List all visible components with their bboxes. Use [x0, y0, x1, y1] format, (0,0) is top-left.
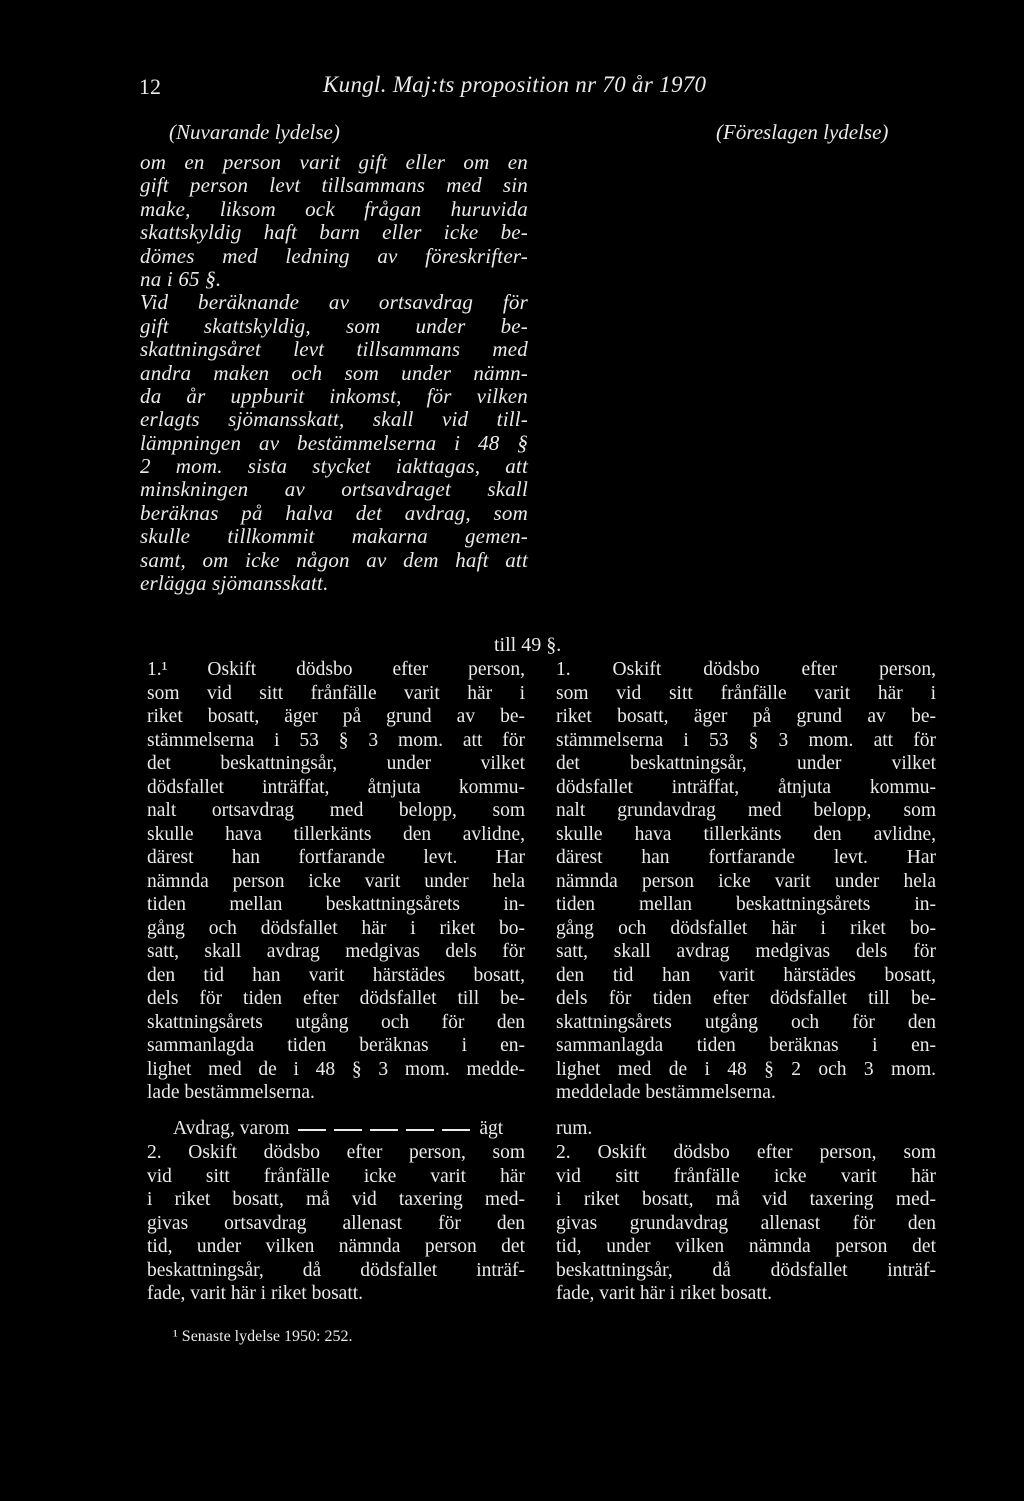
- text-line: 2 mom. sista stycket iakttagas, att: [140, 454, 528, 479]
- text-line: skattningsårets utgång och för den: [147, 1011, 525, 1033]
- upper-left-text: [140, 151, 528, 595]
- document-title: Kungl. Maj:ts proposition nr 70 år 1970: [323, 72, 707, 97]
- text-line: beskattningsår, då dödsfallet inträf-: [147, 1259, 525, 1281]
- text-line: skulle hava tillerkänts den avlidne,: [147, 823, 525, 845]
- text-line: dödsfallet inträffat, åtnjuta kommu-: [147, 776, 525, 798]
- text-line: den tid han varit härstädes bosatt,: [556, 964, 936, 986]
- text-line: minskningen av ortsavdraget skall: [140, 477, 528, 502]
- text-line: därest han fortfarande levt. Har: [556, 847, 936, 868]
- text-line: nämnda person icke varit under hela: [556, 870, 936, 892]
- text-line: gång och dödsfallet här i riket bo-: [556, 917, 936, 939]
- text-line: om en person varit gift eller om en: [140, 150, 528, 174]
- text-line: dels för tiden efter dödsfallet till be-: [147, 988, 525, 1009]
- text-line: tiden mellan beskattningsårets in-: [147, 894, 525, 915]
- text-line: gift person levt tillsammans med sin: [140, 173, 528, 198]
- text-line: gång och dödsfallet här i riket bo-: [147, 917, 525, 939]
- text-line: skulle hava tillerkänts den avlidne,: [556, 823, 936, 845]
- text-line: samt, om icke någon av dem haft att: [140, 547, 528, 572]
- text-line: riket bosatt, äger på grund av be-: [556, 706, 936, 727]
- text-line: givas grundavdrag allenast för den: [556, 1212, 936, 1234]
- text-line: dels för tiden efter dödsfallet till be-: [556, 988, 936, 1009]
- text-line: lämpningen av bestämmelserna i 48 §: [140, 430, 528, 455]
- text-line: stämmelserna i 53 § 3 mom. att för: [147, 729, 525, 751]
- right-column-heading: (Föreslagen lydelse): [716, 120, 889, 144]
- text-line: sammanlagda tiden beräknas i en-: [147, 1035, 525, 1056]
- text-line: tid, under vilken nämnda person det: [147, 1236, 525, 1257]
- text-line: 1. Oskift dödsbo efter person,: [556, 659, 936, 680]
- text-line: i riket bosatt, må vid taxering med-: [556, 1189, 936, 1210]
- text-line: lade bestämmelserna.: [147, 1082, 315, 1103]
- text-line: skattningsårets utgång och för den: [556, 1011, 936, 1033]
- text-line: det beskattningsår, under vilket: [147, 753, 525, 774]
- text-line: nalt grundavdrag med belopp, som: [556, 800, 936, 821]
- text-line: meddelade bestämmelserna.: [556, 1082, 776, 1103]
- text-line: make, liksom ock frågan huruvida: [140, 196, 528, 221]
- text-line: tiden mellan beskattningsårets in-: [556, 894, 936, 915]
- text-line: riket bosatt, äger på grund av be-: [147, 706, 525, 727]
- text-line: vid sitt frånfälle icke varit här: [556, 1165, 936, 1187]
- dash-separator: [442, 1129, 470, 1131]
- text-line: i riket bosatt, må vid taxering med-: [147, 1189, 525, 1210]
- dash-separator: [406, 1129, 434, 1131]
- text-line: det beskattningsår, under vilket: [556, 753, 936, 774]
- text-line: 1.¹ Oskift dödsbo efter person,: [147, 659, 525, 680]
- dash-separator: [370, 1129, 398, 1131]
- text-line: stämmelserna i 53 § 3 mom. att för: [556, 729, 936, 751]
- avdrag-line: [173, 1118, 503, 1140]
- text-line: sammanlagda tiden beräknas i en-: [556, 1035, 936, 1056]
- text-line: tid, under vilken nämnda person det: [556, 1236, 936, 1257]
- text-line: skulle tillkommit makarna gemen-: [140, 524, 528, 549]
- text-line: na i 65 §.: [140, 266, 222, 291]
- left-column-heading: (Nuvarande lydelse): [169, 120, 340, 144]
- text-line: därest han fortfarande levt. Har: [147, 847, 525, 868]
- section-marker: till 49 §.: [494, 634, 562, 656]
- text-line: beskattningsår, då dödsfallet inträf-: [556, 1259, 936, 1281]
- text-line: vid sitt frånfälle icke varit här: [147, 1165, 525, 1187]
- text-line: den tid han varit härstädes bosatt,: [147, 964, 525, 986]
- footnote: ¹ Senaste lydelse 1950: 252.: [173, 1328, 353, 1345]
- right-body-text: [556, 658, 936, 1105]
- text-line: fade, varit här i riket bosatt.: [147, 1283, 364, 1304]
- dash-separator: [298, 1129, 326, 1131]
- text-line: da år uppburit inkomst, för vilken: [140, 383, 528, 408]
- text-line: andra maken och som under nämn-: [140, 360, 528, 385]
- text-line: skattningsåret levt tillsammans med: [140, 337, 528, 362]
- left-body-text-2: [147, 1141, 525, 1306]
- text-line: givas ortsavdrag allenast för den: [147, 1212, 525, 1234]
- text-line: 2. Oskift dödsbo efter person, som: [556, 1142, 936, 1163]
- left-body-text: [147, 658, 525, 1105]
- avdrag-end: ägt: [479, 1118, 504, 1139]
- text-line: nalt ortsavdrag med belopp, som: [147, 800, 525, 821]
- text-line: dömes med ledning av föreskrifter-: [140, 243, 528, 268]
- text-line: som vid sitt frånfälle varit här i: [147, 682, 525, 704]
- page-number: 12: [139, 74, 161, 99]
- avdrag-start: Avdrag, varom: [173, 1118, 290, 1139]
- text-line: fade, varit här i riket bosatt.: [556, 1283, 773, 1304]
- text-line: erlägga sjömansskatt.: [140, 571, 329, 596]
- text-line: satt, skall avdrag medgivas dels för: [556, 941, 936, 962]
- text-line: beräknas på halva det avdrag, som: [140, 500, 528, 525]
- text-line: satt, skall avdrag medgivas dels för: [147, 941, 525, 962]
- text-line: lighet med de i 48 § 3 mom. medde-: [147, 1058, 525, 1080]
- avdrag-end-right: rum.: [556, 1118, 593, 1139]
- text-line: lighet med de i 48 § 2 och 3 mom.: [556, 1058, 936, 1080]
- text-line: erlagts sjömansskatt, skall vid till-: [140, 407, 528, 432]
- dash-separator: [334, 1129, 362, 1131]
- text-line: dödsfallet inträffat, åtnjuta kommu-: [556, 776, 936, 798]
- right-body-text-2: [556, 1141, 936, 1306]
- text-line: nämnda person icke varit under hela: [147, 870, 525, 892]
- text-line: 2. Oskift dödsbo efter person, som: [147, 1142, 525, 1163]
- text-line: gift skattskyldig, som under be-: [140, 313, 528, 338]
- text-line: som vid sitt frånfälle varit här i: [556, 682, 936, 704]
- text-line: skattskyldig haft barn eller icke be-: [140, 220, 528, 245]
- text-line: Vid beräknande av ortsavdrag för: [140, 290, 528, 315]
